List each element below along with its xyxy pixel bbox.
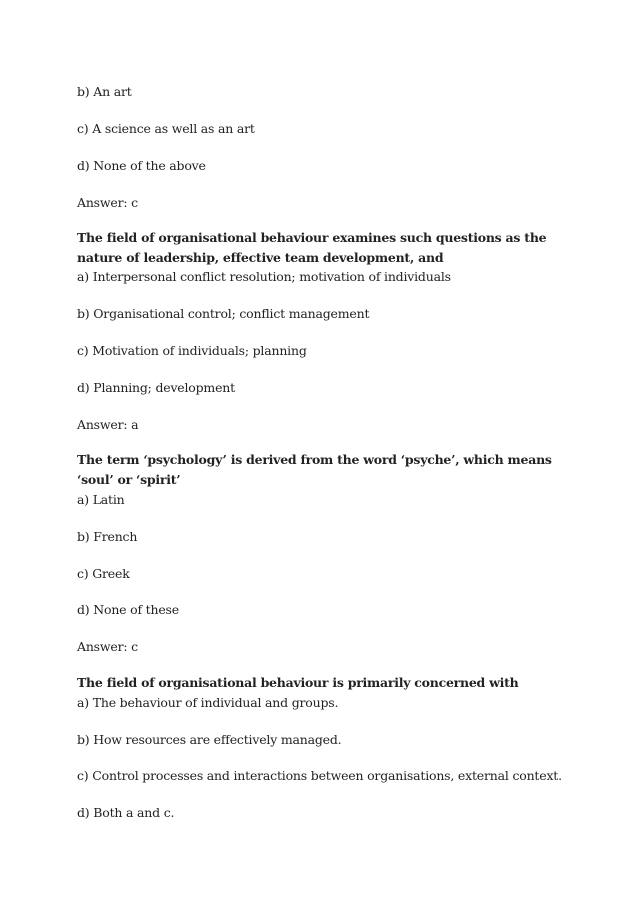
option-text: d) None of these (77, 602, 179, 617)
option-text: c) Greek (77, 566, 130, 581)
question-line: ‘soul’ or ‘spirit’ (77, 472, 181, 487)
option-text: b) Organisational control; conflict management (77, 306, 370, 321)
option-text: a) Interpersonal conflict resolution; motivation of individuals (77, 269, 451, 284)
option-text: d) Planning; development (77, 380, 235, 395)
question-line: The term ‘psychology’ is derived from the word ‘psyche’, which means (77, 452, 552, 467)
question-line: The field of organisational behaviour is primarily concerned with (77, 675, 519, 690)
option-text: b) French (77, 529, 138, 544)
answer-text: Answer: c (77, 639, 138, 654)
question-line: nature of leadership, effective team development, and (77, 250, 444, 265)
option-text: c) Motivation of individuals; planning (77, 343, 307, 358)
question-line: The field of organisational behaviour examines such questions as the (77, 230, 547, 245)
option-text: d) None of the above (77, 158, 206, 173)
option-text: b) An art (77, 84, 132, 99)
option-text: d) Both a and c. (77, 805, 175, 820)
option-text: b) How resources are effectively managed. (77, 732, 342, 747)
answer-text: Answer: a (77, 417, 139, 432)
option-text: a) Latin (77, 492, 125, 507)
option-text: c) Control processes and interactions between organisations, external context. (77, 768, 562, 783)
option-text: c) A science as well as an art (77, 121, 255, 136)
option-text: a) The behaviour of individual and groups. (77, 695, 339, 710)
answer-text: Answer: c (77, 195, 138, 210)
